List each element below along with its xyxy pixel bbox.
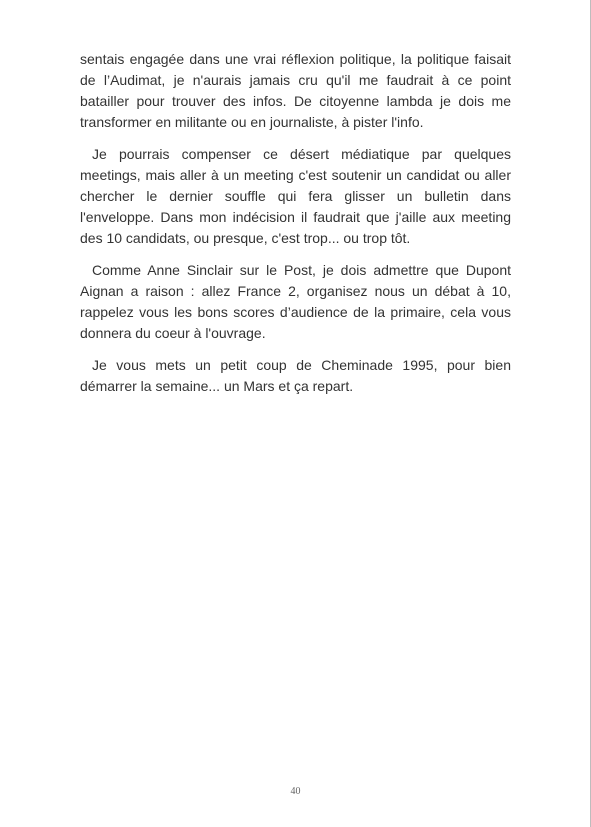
page-number: 40	[290, 786, 301, 797]
paragraph-1: sentais engagée dans une vrai réflexion politique, la politique faisait de l’Audimat, je n'aurais jamais cru qu'il me faudrait à ce point batailler pour trouver des infos. De citoyenne lambda je dois me transformer en militante ou en journaliste, à pister l'info.	[80, 51, 511, 130]
paragraph-2: Je pourrais compenser ce désert médiatique par quelques meetings, mais aller à un meeting c'est soutenir un candidat ou aller chercher le dernier souffle qui fera glisser un bulletin dans l'enveloppe. Dans mon indécision il faudrait que j'aille aux meeting des 10 candidats, ou presque, c'est trop... ou trop tôt.	[80, 146, 511, 246]
page-body	[80, 49, 511, 408]
paragraph-4: Je vous mets un petit coup de Cheminade 1995, pour bien démarrer la semaine... un Mars et ça repart.	[80, 357, 511, 394]
paragraph-3: Comme Anne Sinclair sur le Post, je dois admettre que Dupont Aignan a raison : allez France 2, organisez nous un débat à 10, rappelez vous les bons scores d’audience de la primaire, cela vous donnera du coeur à l'ouvrage.	[80, 262, 511, 341]
